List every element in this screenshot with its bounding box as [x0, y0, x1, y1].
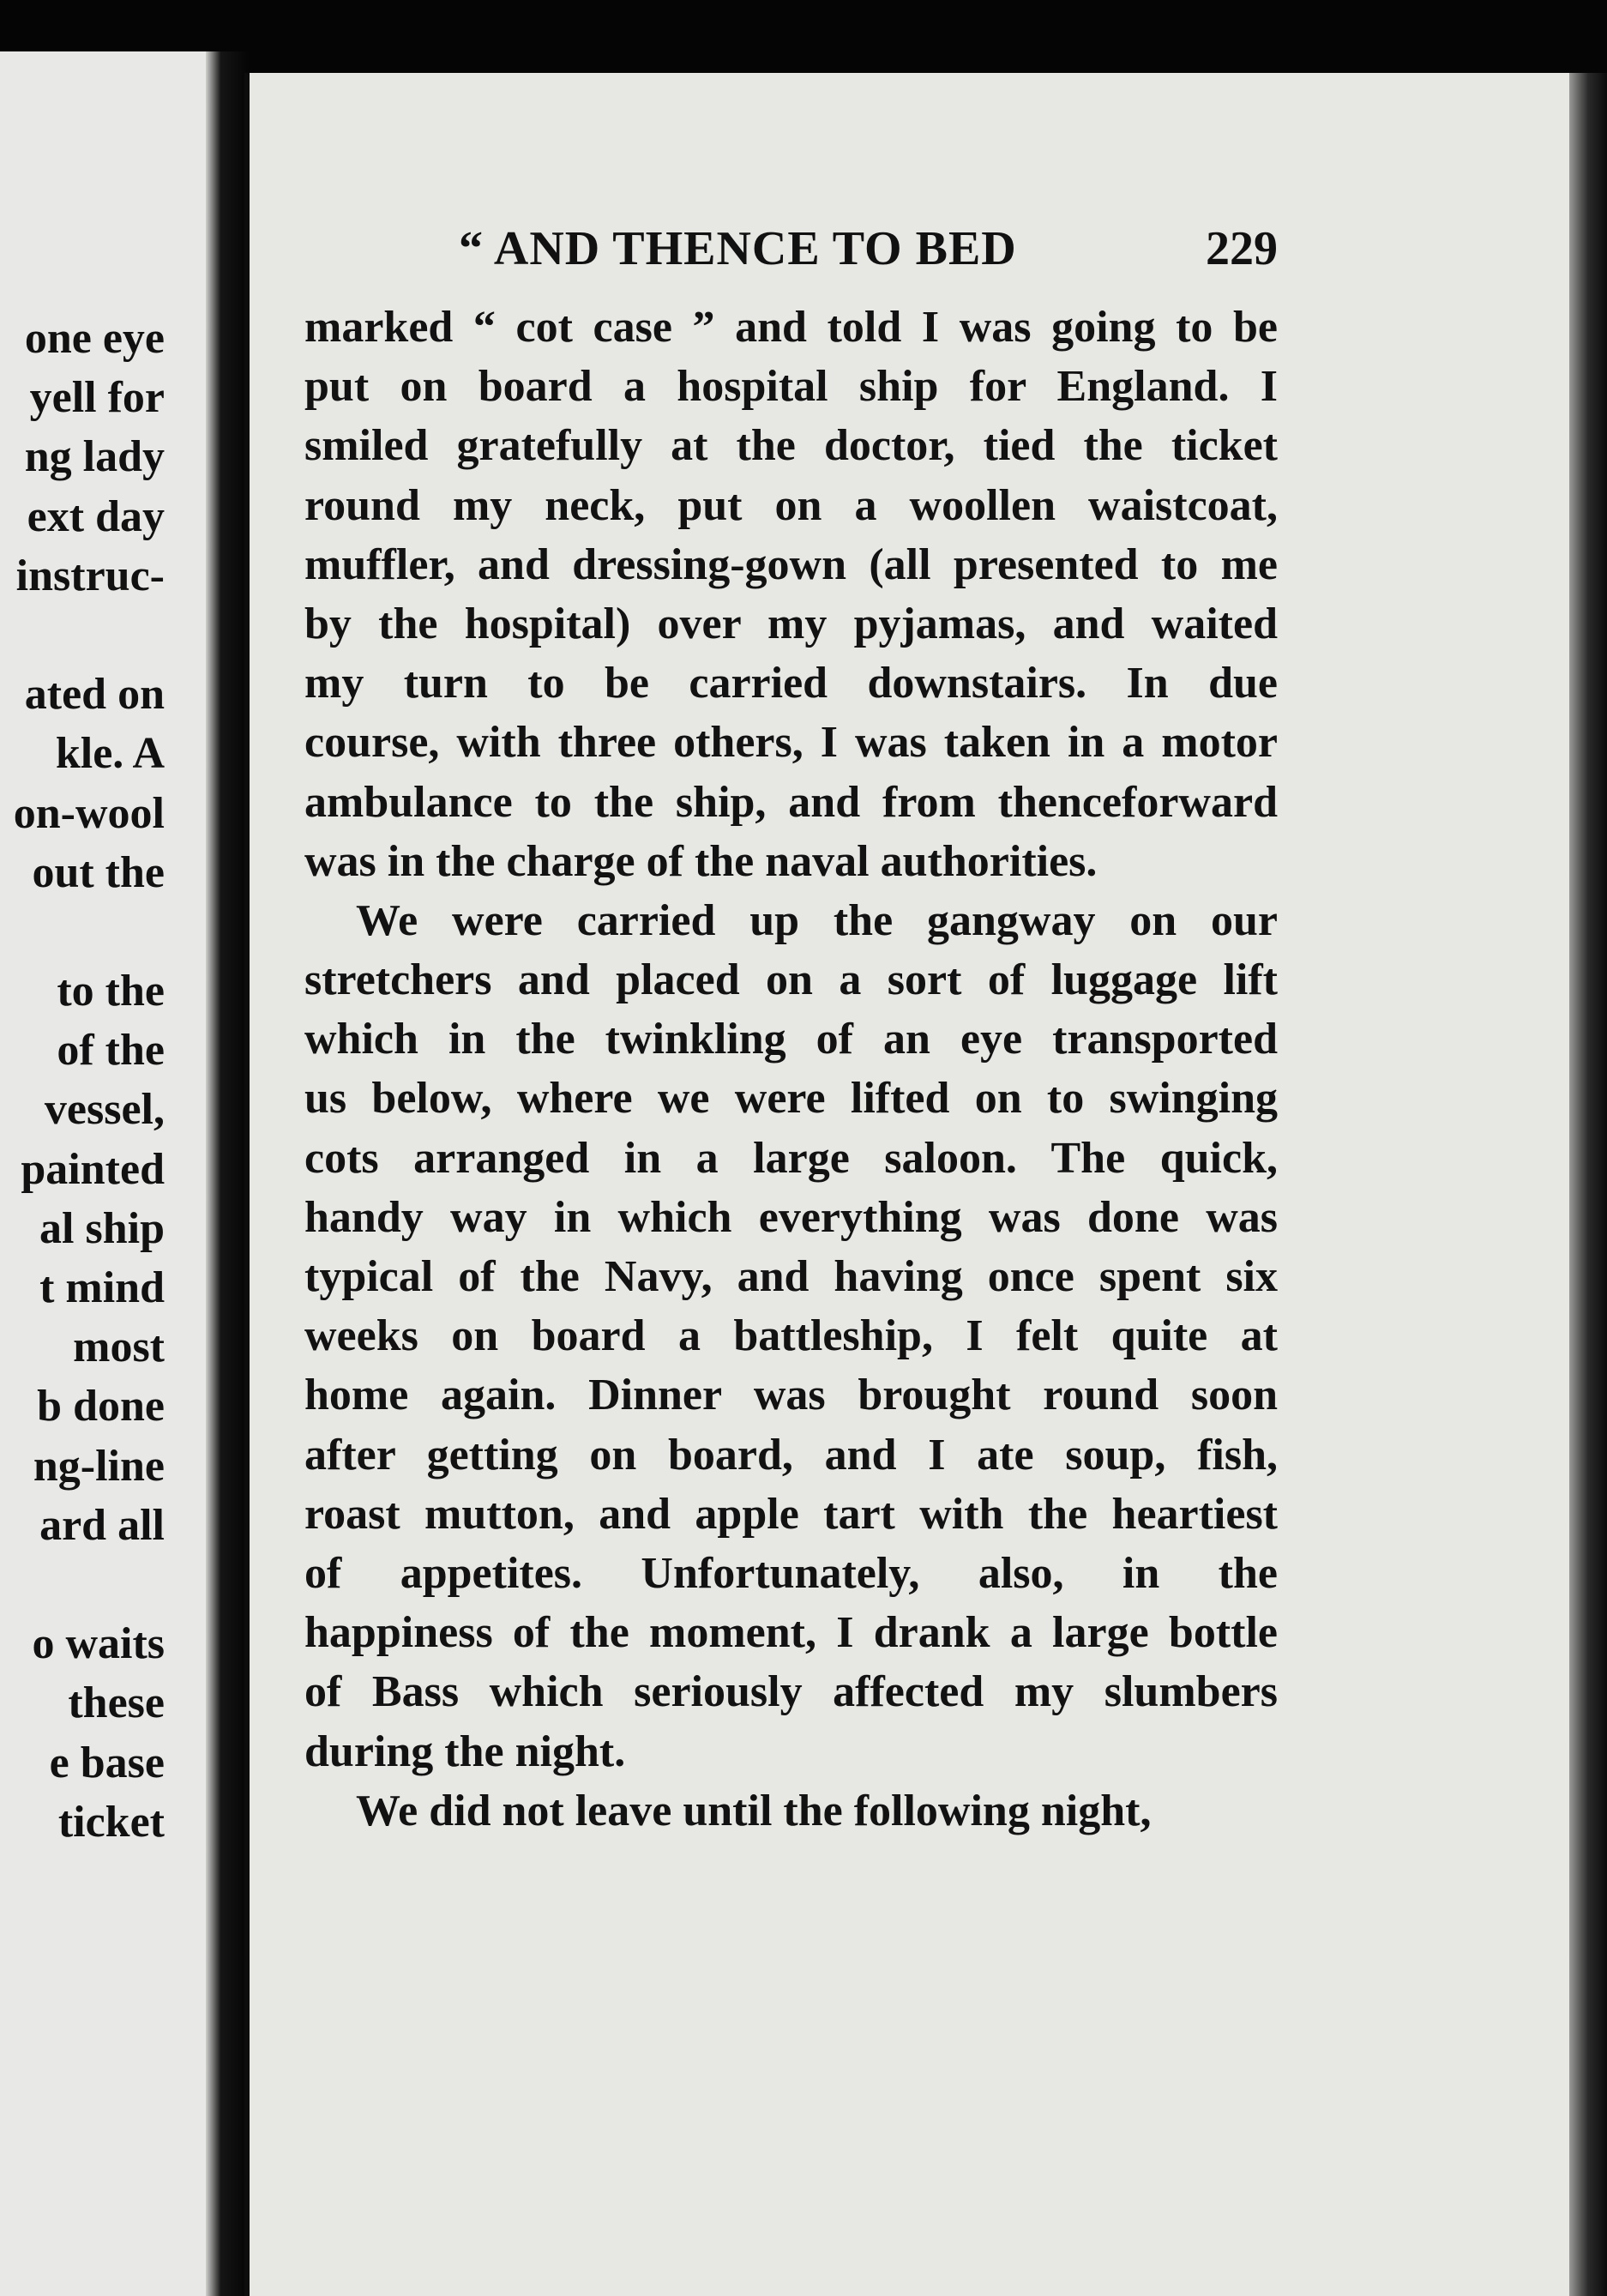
previous-page-line: out the — [32, 847, 165, 897]
text-line: roast mutton, and apple tart with the heartiest — [304, 1489, 1278, 1539]
previous-page-text — [0, 309, 165, 1852]
previous-page-line: ext day — [27, 491, 165, 541]
previous-page-line: vessel, — [44, 1085, 165, 1135]
text-line: of Bass which seriously affected my slumbers — [304, 1667, 1278, 1717]
page-body-text — [304, 298, 1278, 1841]
previous-page-line: kle. A — [55, 729, 165, 779]
text-line: of appetites. Unfortunately, also, in the — [304, 1548, 1278, 1598]
paragraph — [304, 1781, 1278, 1841]
text-line: We did not leave until the following night, — [356, 1786, 1152, 1835]
previous-page-line: b done — [37, 1382, 165, 1431]
previous-page-line: ng-line — [33, 1441, 165, 1491]
previous-page-line: of the — [57, 1026, 165, 1076]
previous-page-line: al ship — [39, 1203, 165, 1253]
text-line: after getting on board, and I ate soup, fish, — [304, 1430, 1278, 1479]
book-gutter — [206, 51, 249, 2296]
text-line: smiled gratefully at the doctor, tied the ticket — [304, 421, 1278, 471]
text-line: home again. Dinner was brought round soon — [304, 1371, 1278, 1420]
previous-page-line: ticket — [57, 1797, 165, 1847]
previous-page-line: these — [68, 1678, 165, 1728]
previous-page-line: on-wool — [13, 788, 165, 838]
paragraph — [304, 891, 1278, 1781]
text-line: We were carried up the gangway on our — [356, 895, 1278, 945]
previous-page-line: ard all — [39, 1500, 165, 1550]
paragraph — [304, 298, 1278, 891]
text-line: during the night. — [304, 1727, 626, 1776]
running-head-title: “ AND THENCE TO BED — [459, 222, 1017, 275]
text-line: by the hospital) over my pyjamas, and waited — [304, 599, 1278, 648]
previous-page-line: instruc- — [15, 551, 165, 600]
text-line: typical of the Navy, and having once spent six — [304, 1252, 1278, 1301]
previous-page-line: most — [73, 1323, 165, 1372]
text-line: course, with three others, I was taken in a motor — [304, 718, 1278, 768]
previous-page-line: one eye — [24, 314, 165, 363]
text-line: us below, where we were lifted on to swinging — [304, 1074, 1278, 1124]
previous-page-line: yell for — [29, 373, 165, 423]
previous-page-line: e base — [49, 1738, 165, 1787]
previous-page-line — [0, 902, 165, 961]
text-line: which in the twinkling of an eye transported — [304, 1015, 1278, 1064]
text-line: marked “ cot case ” and told I was going to be — [304, 303, 1278, 352]
text-line: round my neck, put on a woollen waistcoat, — [304, 480, 1278, 530]
previous-page-line: ated on — [24, 670, 165, 720]
text-line: muffler, and dressing-gown (all presented to me — [304, 539, 1278, 589]
previous-page-line: o waits — [32, 1619, 165, 1669]
text-line: put on board a hospital ship for England. I — [304, 362, 1278, 412]
text-line: was in the charge of the naval authorities. — [304, 836, 1098, 886]
previous-page-line — [0, 606, 165, 665]
text-line: stretchers and placed on a sort of luggage lift — [304, 955, 1278, 1005]
previous-page-line — [0, 1555, 165, 1614]
previous-page-line: to the — [57, 967, 165, 1016]
text-line: cots arranged in a large saloon. The quick, — [304, 1133, 1278, 1183]
text-line: weeks on board a battleship, I felt quite at — [304, 1311, 1278, 1361]
previous-page-line: painted — [21, 1144, 165, 1194]
page-number: 229 — [1206, 222, 1278, 275]
text-line: happiness of the moment, I drank a large bottle — [304, 1608, 1278, 1658]
previous-page-line: t mind — [39, 1263, 165, 1312]
previous-page-line: ng lady — [24, 432, 165, 482]
text-line: my turn to be carried downstairs. In due — [304, 659, 1278, 708]
text-line: ambulance to the ship, and from thenceforward — [304, 777, 1278, 827]
page-edge-shadow — [1569, 73, 1607, 2296]
previous-page-fragment — [0, 51, 225, 2296]
running-head — [459, 221, 1278, 290]
text-line: handy way in which everything was done was — [304, 1192, 1278, 1242]
